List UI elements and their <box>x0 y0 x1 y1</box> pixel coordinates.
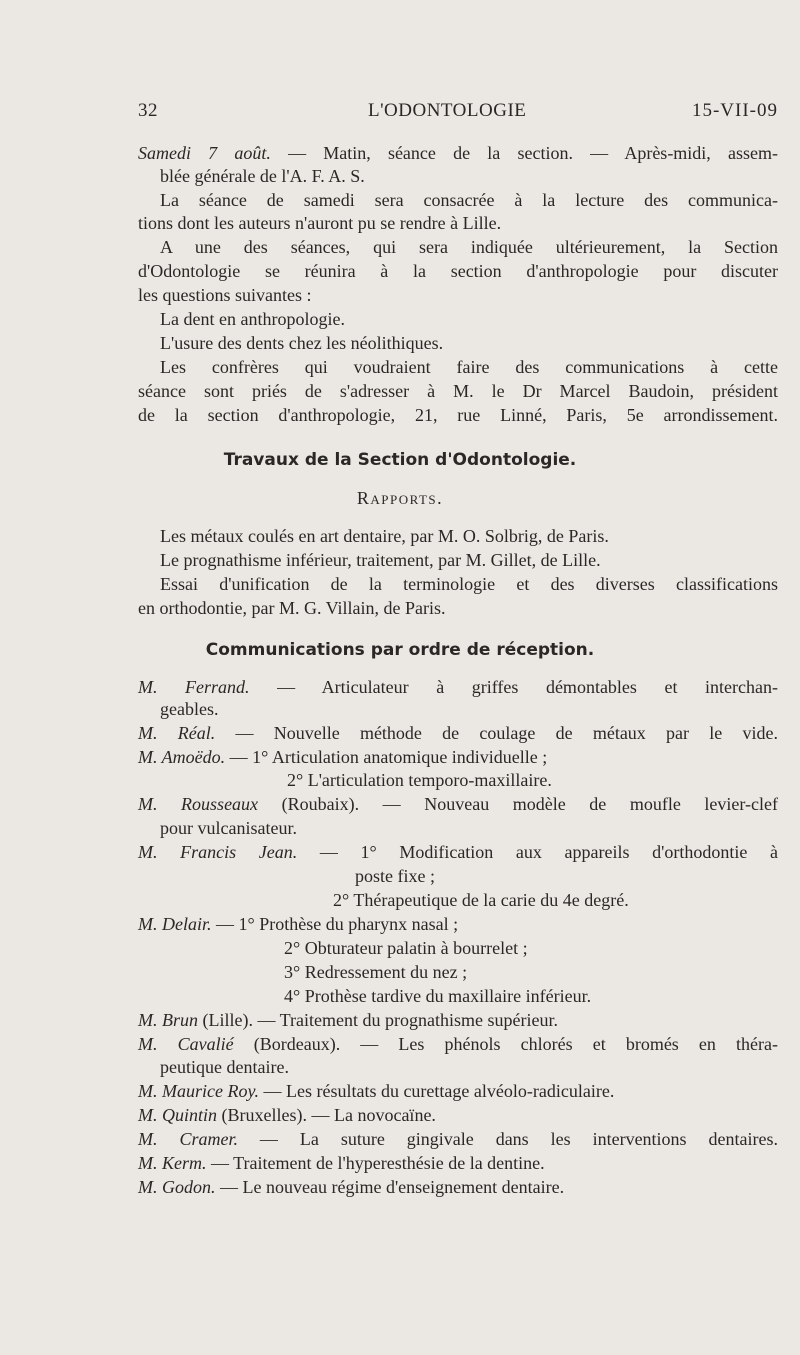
communication-item: pour vulcanisateur. <box>160 818 297 838</box>
communication-item <box>138 1033 778 1055</box>
author-name: M. Kerm. <box>138 1153 207 1173</box>
text-span: — 1° Prothèse du pharynx nasal ; <box>211 914 459 934</box>
communication-item: 2° Obturateur palatin à bourrelet ; <box>284 938 528 958</box>
author-name: M. Godon. <box>138 1177 216 1197</box>
intro-line: Les confrères qui voudraient faire des communications à cette <box>160 357 778 377</box>
subheading-rapports: Rapports. <box>356 488 444 508</box>
communication-item <box>138 793 778 815</box>
author-name: M. Rousseaux <box>138 794 259 814</box>
communication-item <box>138 746 547 768</box>
text-span: — Nouvelle méthode de coulage de métaux par le vide. <box>215 723 779 743</box>
text-span: (Lille). — Traitement du prognathisme supérieur. <box>198 1010 558 1030</box>
communication-item <box>138 1128 778 1150</box>
communication-item: 2° L'articulation temporo-maxillaire. <box>287 770 552 790</box>
report-item: en orthodontie, par M. G. Villain, de Paris. <box>138 598 446 618</box>
communication-item: geables. <box>160 699 219 719</box>
date-label: Samedi 7 août. <box>138 143 271 163</box>
text-span: — Articulateur à griffes démontables et interchan- <box>249 677 778 697</box>
intro-line: L'usure des dents chez les néolithiques. <box>160 333 444 353</box>
author-name: M. Cramer. <box>138 1129 238 1149</box>
text-span: — 1° Articulation anatomique individuelle ; <box>225 747 548 767</box>
text-span: (Bruxelles). — La novocaïne. <box>217 1105 436 1125</box>
communication-item: 2° Thérapeutique de la carie du 4e degré. <box>333 890 629 910</box>
intro-line: de la section d'anthropologie, 21, rue Linné, Paris, 5e arrondissement. <box>138 405 778 425</box>
communication-item <box>138 1152 545 1174</box>
text-span: — Traitement de l'hyperesthésie de la dentine. <box>206 1153 545 1173</box>
text-span: (Roubaix). — Nouveau modèle de moufle levier-clef <box>258 794 778 814</box>
author-name: M. Réal. <box>138 723 216 743</box>
communication-item: poste fixe ; <box>355 866 435 886</box>
communication-item <box>138 1009 558 1031</box>
intro-line: d'Odontologie se réunira à la section d'anthropologie pour discuter <box>138 261 778 281</box>
communication-item: peutique dentaire. <box>160 1057 289 1077</box>
author-name: M. Amoëdo. <box>138 747 226 767</box>
journal-title: L'ODONTOLOGIE <box>368 100 527 121</box>
communication-item: 4° Prothèse tardive du maxillaire inférieur. <box>284 986 592 1006</box>
author-name: M. Ferrand. <box>138 677 250 697</box>
communication-item <box>138 722 778 744</box>
text-span: (Bordeaux). — Les phénols chlorés et bromés en théra- <box>233 1034 779 1054</box>
intro-line: blée générale de l'A. F. A. S. <box>160 166 365 186</box>
author-name: M. Cavalié <box>138 1034 234 1054</box>
text-span: — La suture gingivale dans les interventions dentaires. <box>237 1129 778 1149</box>
page-number: 32 <box>138 100 158 121</box>
communication-item <box>138 1104 436 1126</box>
communication-item <box>138 676 778 698</box>
author-name: M. Francis Jean. <box>138 842 298 862</box>
running-header <box>138 100 778 126</box>
author-name: M. Delair. <box>138 914 212 934</box>
intro-line <box>138 142 778 164</box>
text-span: — 1° Modification aux appareils d'orthodontie à <box>297 842 779 862</box>
text-span: — Matin, séance de la section. — Après-midi, assem- <box>270 143 778 163</box>
section-heading-travaux: Travaux de la Section d'Odontologie. <box>223 450 577 470</box>
report-item: Les métaux coulés en art dentaire, par M. O. Solbrig, de Paris. <box>160 526 609 546</box>
communication-item <box>138 1080 614 1102</box>
intro-line: tions dont les auteurs n'auront pu se rendre à Lille. <box>138 213 502 233</box>
intro-line: séance sont priés de s'adresser à M. le Dr Marcel Baudoin, président <box>138 381 778 401</box>
intro-line: les questions suivantes : <box>138 285 312 305</box>
issue-date: 15-VII-09 <box>691 100 778 121</box>
author-name: M. Brun <box>138 1010 198 1030</box>
text-span: — Les résultats du curettage alvéolo-radiculaire. <box>258 1081 615 1101</box>
report-item: Essai d'unification de la terminologie et des diverses classifications <box>160 574 778 594</box>
intro-line: La séance de samedi sera consacrée à la lecture des communica- <box>160 190 778 210</box>
intro-line: La dent en anthropologie. <box>160 309 345 329</box>
author-name: M. Maurice Roy. <box>138 1081 259 1101</box>
report-item: Le prognathisme inférieur, traitement, par M. Gillet, de Lille. <box>160 550 601 570</box>
author-name: M. Quintin <box>138 1105 217 1125</box>
communication-item <box>138 1176 564 1198</box>
section-heading-communications: Communications par ordre de réception. <box>205 640 595 660</box>
intro-line: A une des séances, qui sera indiquée ultérieurement, la Section <box>160 237 778 257</box>
communication-item: 3° Redressement du nez ; <box>284 962 468 982</box>
text-span: — Le nouveau régime d'enseignement dentaire. <box>215 1177 565 1197</box>
communication-item <box>138 841 778 863</box>
communication-item <box>138 913 458 935</box>
